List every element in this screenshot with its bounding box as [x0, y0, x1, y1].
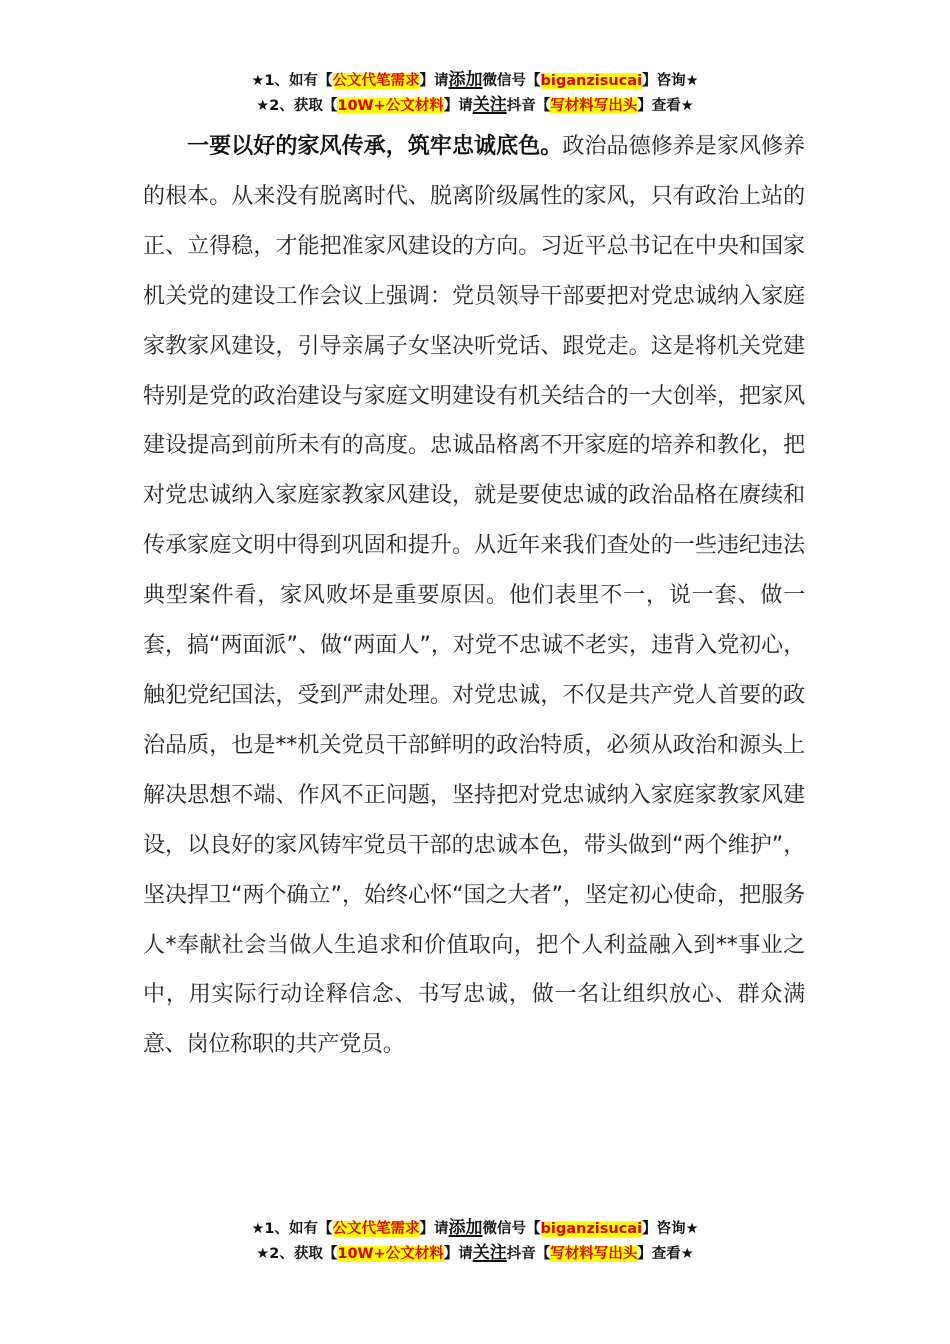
top-banner [0, 68, 950, 118]
emphasis-text: 关注 [472, 95, 507, 115]
banner-text: 】咨询★ [642, 1221, 699, 1237]
highlight-materials: 10W+公文材料 [337, 98, 444, 114]
banner-text: 微信号【 [482, 1221, 541, 1237]
banner-line-2 [0, 1241, 950, 1266]
bottom-banner [0, 1216, 950, 1266]
banner-line-1 [0, 1216, 950, 1241]
banner-line-2 [0, 93, 950, 118]
highlight-service: 公文代笔需求 [332, 1221, 420, 1237]
banner-text: ★1、如有【 [251, 73, 333, 89]
highlight-wechat-id: biganzisucai [540, 73, 643, 89]
emphasis-text: 关注 [472, 1243, 507, 1263]
emphasis-text: 添加 [448, 70, 483, 90]
highlight-douyin-id: 写材料写出头 [550, 98, 638, 114]
banner-text: 】请 [419, 1221, 449, 1237]
banner-text: 】咨询★ [642, 73, 699, 89]
highlight-douyin-id: 写材料写出头 [550, 1246, 638, 1262]
banner-text: 抖音【 [506, 98, 551, 114]
paragraph-lead: 一要以好的家风传承，筑牢忠诚底色。 [187, 134, 563, 159]
banner-text: ★2、获取【 [256, 1246, 338, 1262]
banner-text: 】查看★ [637, 98, 694, 114]
emphasis-text: 添加 [448, 1218, 483, 1238]
banner-text: ★1、如有【 [251, 1221, 333, 1237]
banner-text: ★2、获取【 [256, 98, 338, 114]
paragraph-body: 政治品德修养是家风修养的根本。从来没有脱离时代、脱离阶级属性的家风，只有政治上站的正、立得稳，才能把准家风建设的方向。习近平总书记在中央和国家机关党的建设工作会议上强调：党员领导干部要把对党忠诚纳入家庭家教家风建设，引导亲属子女坚决听党话、跟党走。这是将机关党建特别是党的政治建设与家庭文明建设有机关结合的一大创举，把家风建设提高到前所未有的高度。忠诚品格离不开家庭的培养和教化，把对党忠诚纳入家庭家教家风建设，就是要使忠诚的政治品格在赓续和传承家庭文明中得到巩固和提升。从近年来我们查处的一些违纪违法典型案件看，家风败坏是重要原因。他们表里不一，说一套、做一套，搞“两面派”、做“两面人”，对党不忠诚不老实，违背入党初心，触犯党纪国法，受到严肃处理。对党忠诚，不仅是共产党人首要的政治品质，也是**机关党员干部鲜明的政治特质，必须从政治和源头上解决思想不端、作风不正问题，坚持把对党忠诚纳入家庭家教家风建设，以良好的家风铸牢党员干部的忠诚本色，带头做到“两个维护”，坚决捍卫“两个确立”，始终心怀“国之大者”，坚定初心使命，把服务人*奉献社会当做人生追求和价值取向，把个人利益融入到**事业之中，用实际行动诠释信念、书写忠诚，做一名让组织放心、群众满意、岗位称职的共产党员。 [143, 134, 805, 1058]
highlight-service: 公文代笔需求 [332, 73, 420, 89]
highlight-wechat-id: biganzisucai [540, 1221, 643, 1237]
banner-text: 】请 [419, 73, 449, 89]
banner-text: 】请 [443, 98, 473, 114]
banner-text: 微信号【 [482, 73, 541, 89]
banner-text: 】查看★ [637, 1246, 694, 1262]
banner-text: 】请 [443, 1246, 473, 1262]
banner-text: 抖音【 [506, 1246, 551, 1262]
body-paragraph [143, 122, 805, 1070]
banner-line-1 [0, 68, 950, 93]
highlight-materials: 10W+公文材料 [337, 1246, 444, 1262]
